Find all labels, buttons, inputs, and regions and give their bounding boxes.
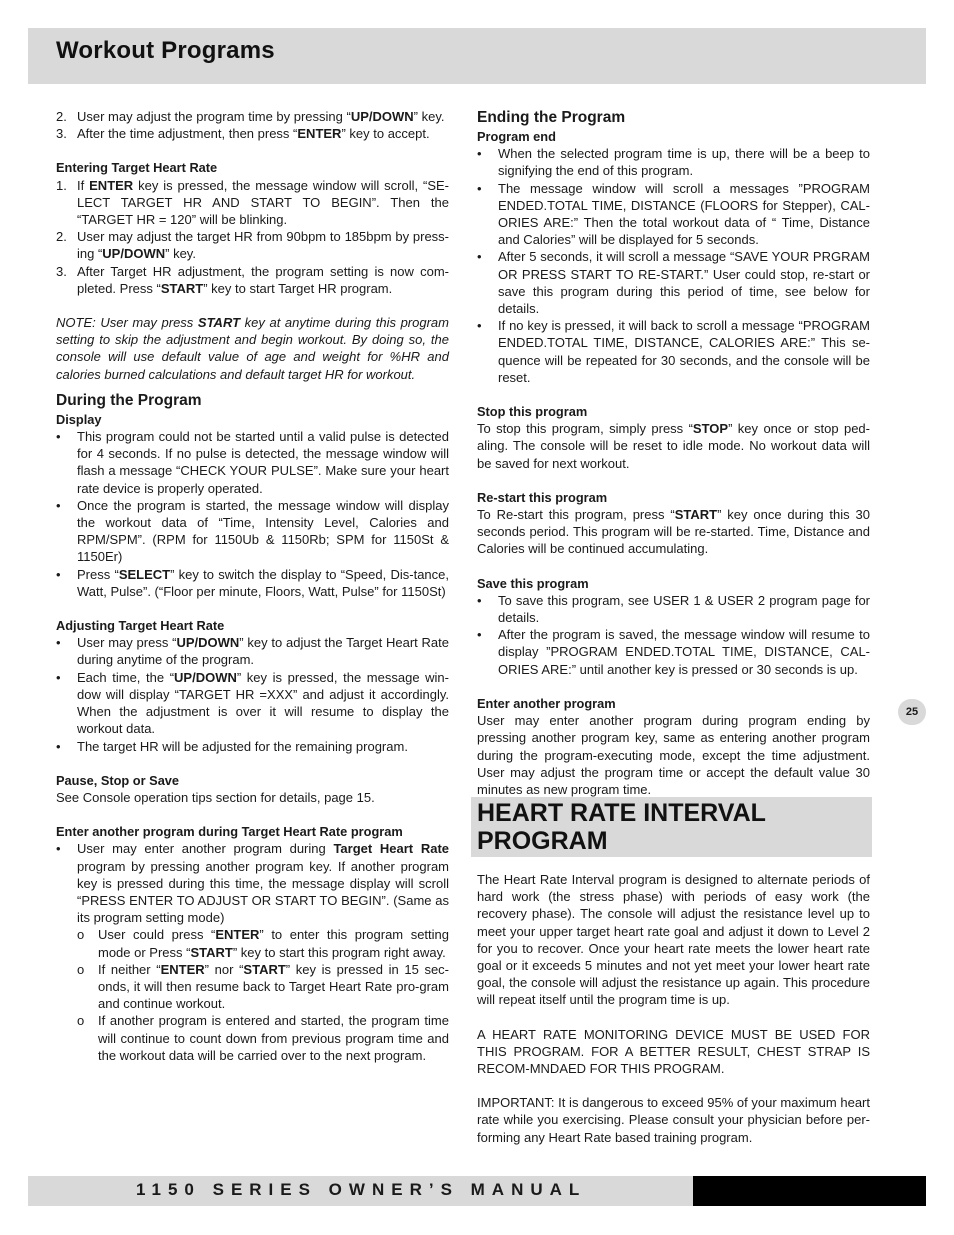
hri-title-bar <box>471 797 872 857</box>
footer-bar <box>28 1176 693 1206</box>
ending-program-title: Ending the Program <box>477 109 626 126</box>
enter-another-list <box>56 840 449 926</box>
list-item: 1. If ENTER key is pressed, the message window will scroll, “SE-LECT TARGET HR AND START TO BEGIN”. Then the “TARGET HR = 120” will be blinking. <box>56 177 449 228</box>
list-item: • The target HR will be adjusted for the remaining program. <box>56 738 408 754</box>
page-number: 25 <box>898 699 926 725</box>
restart-program-text: To Re-start this program, press “START” key once during this 30 seconds period. This program will be re-started. Time, Distance and Calories will be continued accumulating. <box>477 507 870 557</box>
list-marker: 3. <box>56 263 67 279</box>
target-hr-heading: Entering Target Heart Rate <box>56 160 218 176</box>
list-item: • After the program is saved, the message window will resume to display ”PROGRAM ENDED.TOTAL TIME, DISTANCE, CAL-ORIES ARE:” until another key is pressed or 30 seconds is up. <box>477 627 870 677</box>
hri-paragraph-2: A HEART RATE MONITORING DEVICE MUST BE USED FOR THIS PROGRAM. FOR A BETTER RESULT, CHEST STRAP IS RECOM-MNDAED FOR THIS PROGRAM. <box>477 1026 870 1077</box>
list-marker: • <box>56 497 61 513</box>
save-program-list <box>477 592 870 678</box>
program-end-list <box>477 145 870 386</box>
pause-stop-save-heading: Pause, Stop or Save <box>56 772 180 788</box>
list-item: 3. After the time adjustment, then press “ENTER” key to accept. <box>56 126 430 142</box>
list-marker: • <box>477 627 482 643</box>
list-marker: • <box>56 635 61 651</box>
list-item: • The message window will scroll a messages ”PROGRAM ENDED.TOTAL TIME, DISTANCE (FLOORS for Stepper), CAL-ORIES ARE:” Then the total workout data of “ Time, Distance and Calories” will be displayed for 5 seconds. <box>477 180 870 248</box>
pause-stop-save-text: See Console operation tips section for details, page 15. <box>56 789 375 805</box>
list-marker: • <box>477 146 482 162</box>
page-header <box>28 28 926 84</box>
list-marker: 1. <box>56 177 67 193</box>
program-end-heading: Program end <box>477 129 556 144</box>
list-item: • Each time, the “UP/DOWN” key is pressed, the message win-dow will display “TARGET HR =XXX” and adjust it accordingly. When the adjustment is over it will resume to display the workout data. <box>56 669 449 737</box>
target-hr-steps <box>56 177 449 297</box>
list-item: o If neither “ENTER” nor “START” key is pressed in 15 sec-onds, it will then resume back to Target Heart Rate pro-gram and continue workout. <box>77 961 450 1012</box>
footer-black-block <box>693 1176 926 1206</box>
adjusting-list <box>56 634 449 754</box>
list-marker: o <box>77 961 85 977</box>
hri-body <box>477 871 870 1146</box>
stop-program-heading: Stop this program <box>477 404 588 420</box>
list-marker: • <box>56 738 61 754</box>
hri-paragraph-3: IMPORTANT: It is dangerous to exceed 95% of your maximum heart rate while you exercising. Please consult your physician before per-forming any Heart Rate based training program. <box>477 1095 870 1145</box>
list-marker: • <box>56 566 61 582</box>
list-item: • When the selected program time is up, there will be a beep to signifying the end of this program. <box>477 146 870 179</box>
enter-another-program-heading: Enter another program <box>477 695 616 711</box>
list-item: • User may press “UP/DOWN” key to adjust the Target Heart Rate during anytime of the program. <box>56 635 450 668</box>
right-column <box>477 108 870 798</box>
during-program-title: During the Program <box>56 391 202 409</box>
list-marker: • <box>477 180 482 196</box>
list-marker: 2. <box>56 229 67 245</box>
list-item: o User could press “ENTER” to enter this program setting mode or Press “START” key to start this program right away. <box>77 927 449 960</box>
page-title: Workout Programs <box>56 37 275 64</box>
list-item: • Once the program is started, the message window will display the workout data of “Time, Intensity Level, Calories and RPM/SPM”. (RPM for 1150Ub & 1150Rb; SPM for 1150St & 1150Er) <box>56 497 449 565</box>
list-item: • If no key is pressed, it will back to scroll a message “PROGRAM ENDED.TOTAL TIME, DISTANCE, CALORIES ARE:” This se-quence will be repeated for 30 seconds, and the console will be reset. <box>477 318 870 385</box>
save-program-heading: Save this program <box>477 575 589 591</box>
list-marker: • <box>477 318 482 334</box>
list-marker: • <box>477 249 482 265</box>
list-item: 2. User may adjust the program time by pressing “UP/DOWN” key. <box>56 109 445 124</box>
list-item: • After 5 seconds, it will scroll a message “SAVE YOUR PRGRAM OR PRESS START TO RE-START.” User could stop, re-start or save this program during this period of time, see below for details. <box>477 249 870 317</box>
list-marker: 2. <box>56 109 67 124</box>
list-marker: • <box>56 669 61 685</box>
adjusting-target-hr-heading: Adjusting Target Heart Rate <box>56 618 225 634</box>
display-heading: Display <box>56 411 102 427</box>
list-item: • To save this program, see USER 1 & USER 2 program page for details. <box>477 592 870 626</box>
list-item: 3. After Target HR adjustment, the program setting is now com-pleted. Press “START” key to start Target HR program. <box>56 263 449 296</box>
list-marker: o <box>77 927 85 943</box>
skip-adjustment-note: NOTE: User may press START key at anytime during this program setting to skip the adjustment and begin workout. By doing so, the console will use default value of age and weight for %HR and calories burned calculations and default target HR for workout. <box>56 315 449 382</box>
hri-paragraph-1: The Heart Rate Interval program is designed to alternate periods of hard work (the stress phase) with periods of easy work (the recovery phase). The console will adjust the resistance level up to meet your upper target heart rate goal and adjust it down to Level 2 for you to recover. Once your heart rate meets the lower heart rate goal or it exceeds 5 minutes and not yet meet your lower heart rate goal, the console will adjust the resistance up again. This procedure will repeat itself until the program time is up. <box>477 872 870 1008</box>
list-marker: o <box>77 1013 85 1029</box>
list-item: o If another program is entered and started, the program time will continue to count down from previous program time and the workout data will be carried over to the next program. <box>77 1013 449 1063</box>
restart-program-heading: Re-start this program <box>477 489 608 505</box>
left-column <box>56 108 449 1064</box>
enter-another-target-heading: Enter another program during Target Heart Rate program <box>56 824 403 840</box>
list-marker: • <box>56 429 61 445</box>
footer-title: 1150 SERIES OWNER’S MANUAL <box>136 1180 587 1199</box>
stop-program-text: To stop this program, simply press “STOP” key once or stop ped-aling. The console will be reset to idle mode. No workout data will be saved for next workout. <box>477 421 870 471</box>
list-marker: • <box>56 841 61 857</box>
list-marker: 3. <box>56 126 67 142</box>
enter-another-program-text: User may enter another program during program ending by pressing another program key, same as entering another program during the program-executing mode, except the time adjustment. User may adjust the program time or accept the default value 30 minutes as new program time. <box>477 713 870 797</box>
list-item: • Press “SELECT” key to switch the display to “Speed, Dis-tance, Watt, Pulse”. (“Floor per minute, Floors, Watt, Pulse” for 1150St) <box>56 566 449 599</box>
hri-title: HEART RATE INTERVAL PROGRAM <box>477 799 766 855</box>
list-item: 2. User may adjust the target HR from 90bpm to 185bpm by press-ing “UP/DOWN” key. <box>56 229 449 262</box>
time-adjust-list <box>56 108 449 142</box>
display-list <box>56 428 449 600</box>
list-marker: • <box>477 592 482 608</box>
list-item: • User may enter another program during Target Heart Rate program by pressing another program key. If another program key is pressed during this time, the message display will scroll “PRESS ENTER TO ADJUST OR START TO BEGIN”. (Same as its program setting mode) <box>56 841 449 926</box>
enter-another-sublist <box>56 926 449 1064</box>
list-item: • This program could not be started until a valid pulse is detected for 4 seconds. If no pulse is detected, the message window will flash a message “CHECK YOUR PULSE”. Make sure your heart rate device is properly operated. <box>56 429 449 496</box>
